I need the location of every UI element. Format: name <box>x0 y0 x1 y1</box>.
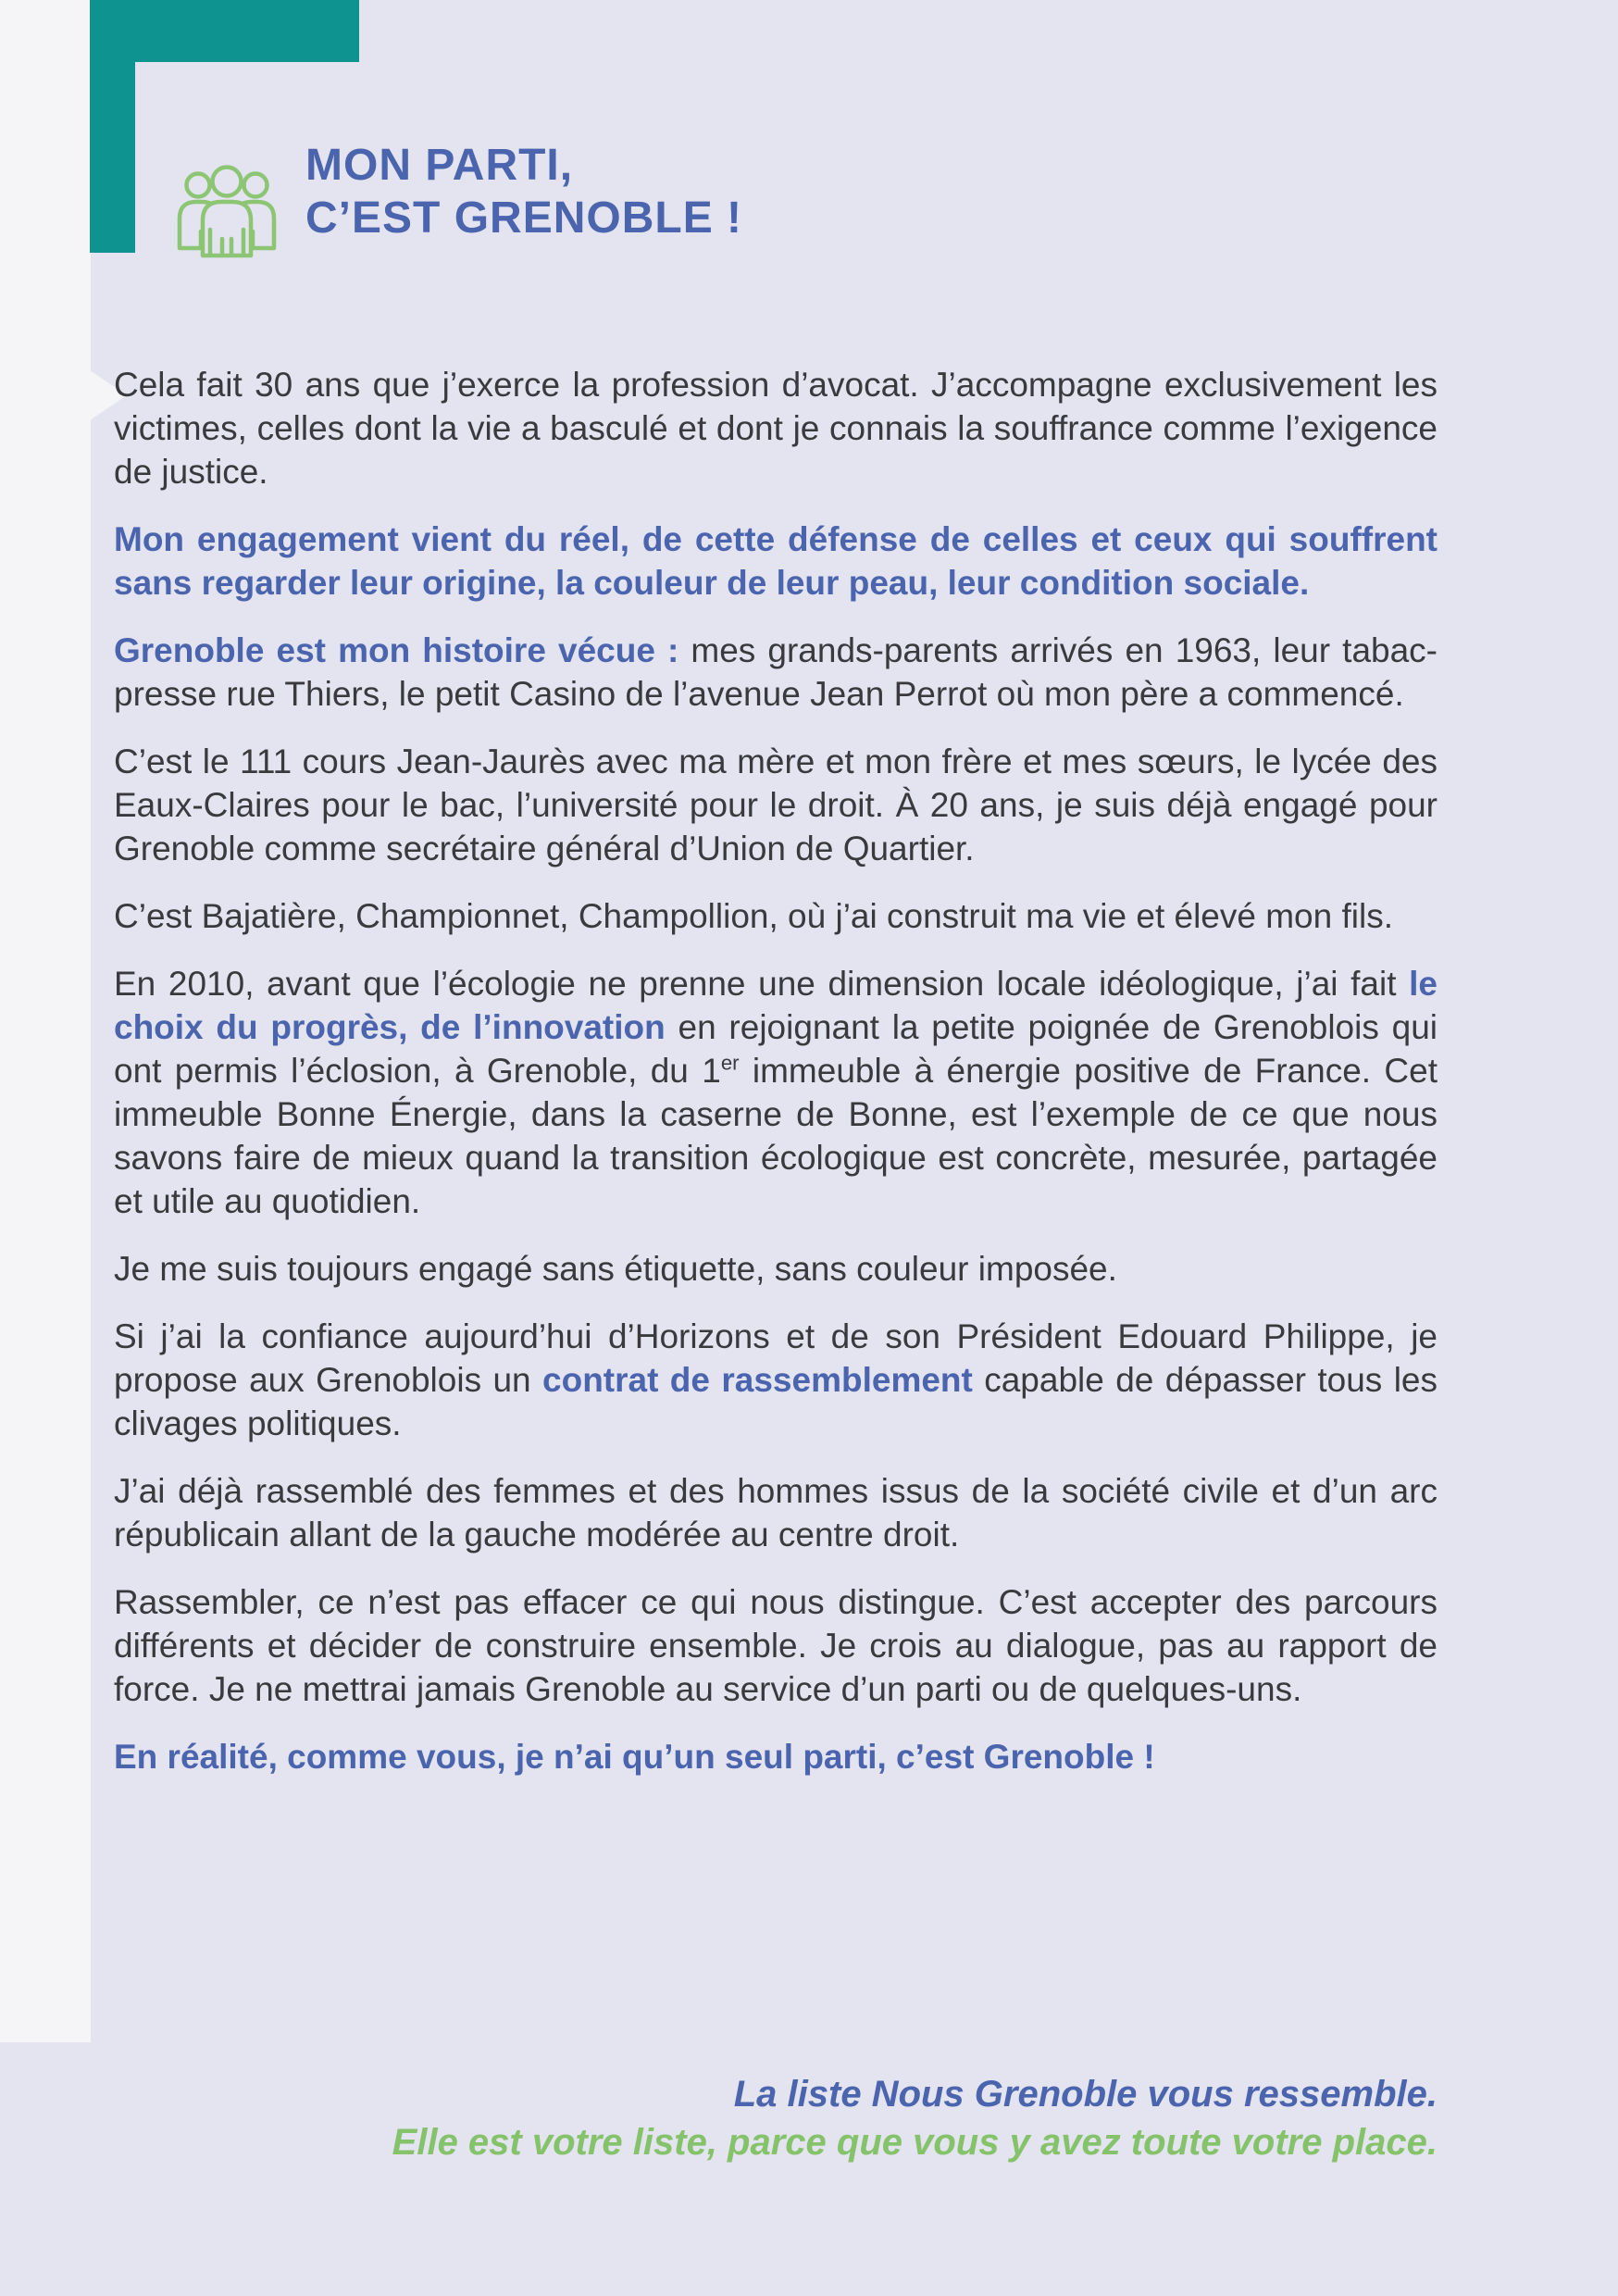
body-paragraph <box>114 1469 1438 1556</box>
body-paragraph <box>114 629 1438 716</box>
emphasis-text: Mon engagement vient du réel, de cette défense de celles et ceux qui souffrent sans regarder leur origine, la couleur de leur peau, leur condition sociale. <box>114 520 1438 602</box>
teal-corner-shape-horizontal <box>90 0 359 62</box>
body-paragraph <box>114 1735 1438 1778</box>
body-paragraph <box>114 1315 1438 1445</box>
body-paragraph <box>114 1247 1438 1291</box>
footer-slogans <box>114 2070 1438 2166</box>
body-text: J’ai déjà rassemblé des femmes et des hommes issus de la société civile et d’un arc républicain allant de la gauche modérée au centre droit. <box>114 1472 1438 1554</box>
body-paragraph <box>114 894 1438 938</box>
left-margin-strip <box>0 0 91 2042</box>
emphasis-text: le choix du progrès, de l’innovation <box>114 965 1438 1046</box>
page-title <box>305 139 742 244</box>
body-paragraph <box>114 518 1438 605</box>
body-paragraph <box>114 962 1438 1223</box>
body-text: mes grands-parents arrivés en 1963, leur tabac-presse rue Thiers, le petit Casino de l’avenue Jean Perrot où mon père a commencé. <box>114 631 1438 713</box>
body-paragraphs <box>114 363 1438 1803</box>
people-group-icon <box>176 157 278 265</box>
body-text: C’est Bajatière, Championnet, Champollion, où j’ai construit ma vie et élevé mon fils. <box>114 897 1393 935</box>
page-title-line2: C’EST GRENOBLE ! <box>305 193 743 243</box>
body-text: Rassembler, ce n’est pas effacer ce qui nous distingue. C’est accepter des parcours différents et décider de construire ensemble. Je crois au dialogue, pas au rapport de force. Je ne mettrai jamais Grenoble au service d’un parti ou de quelques-uns. <box>114 1583 1438 1708</box>
emphasis-text: Grenoble est mon histoire vécue : <box>114 631 691 669</box>
body-text: Je me suis toujours engagé sans étiquette, sans couleur imposée. <box>114 1250 1117 1288</box>
emphasis-text: En réalité, comme vous, je n’ai qu’un seul parti, c’est Grenoble ! <box>114 1738 1155 1776</box>
emphasis-text: contrat de rassemblement <box>542 1361 973 1399</box>
body-text: Si j’ai la confiance aujourd’hui d’Horizons et de son Président Edouard Philippe, je propose aux Grenoblois un <box>114 1317 1438 1399</box>
footer-slogan-blue: La liste Nous Grenoble vous ressemble. <box>733 2074 1438 2115</box>
page-title-line1: MON PARTI, <box>305 141 574 190</box>
body-text: en rejoignant la petite poignée de Grenoblois qui ont permis l’éclosion, à Grenoble, du 1 <box>114 1008 1438 1090</box>
body-paragraph <box>114 1580 1438 1711</box>
footer-slogan-green: Elle est votre liste, parce que vous y avez toute votre place. <box>392 2122 1438 2163</box>
body-text: capable de dépasser tous les clivages politiques. <box>114 1361 1438 1442</box>
body-text: En 2010, avant que l’écologie ne prenne une dimension locale idéologique, j’ai fait <box>114 965 1410 1003</box>
body-paragraph <box>114 363 1438 493</box>
body-paragraph <box>114 740 1438 870</box>
body-text: C’est le 111 cours Jean-Jaurès avec ma mère et mon frère et mes sœurs, le lycée des Eaux-Claires pour le bac, l’université pour le droit. À 20 ans, je suis déjà engagé pour Grenoble comme secrétaire général d’Union de Quartier. <box>114 742 1438 867</box>
body-text: immeuble à énergie positive de France. Cet immeuble Bonne Énergie, dans la caserne de Bonne, est l’exemple de ce que nous savons faire de mieux quand la transition écologique est concrète, mesurée, partagée et utile au quotidien. <box>114 1052 1438 1220</box>
body-text: Cela fait 30 ans que j’exerce la profession d’avocat. J’accompagne exclusivement les victimes, celles dont la vie a basculé et dont je connais la souffrance comme l’exigence de justice. <box>114 366 1438 491</box>
body-text: er <box>720 1051 740 1075</box>
